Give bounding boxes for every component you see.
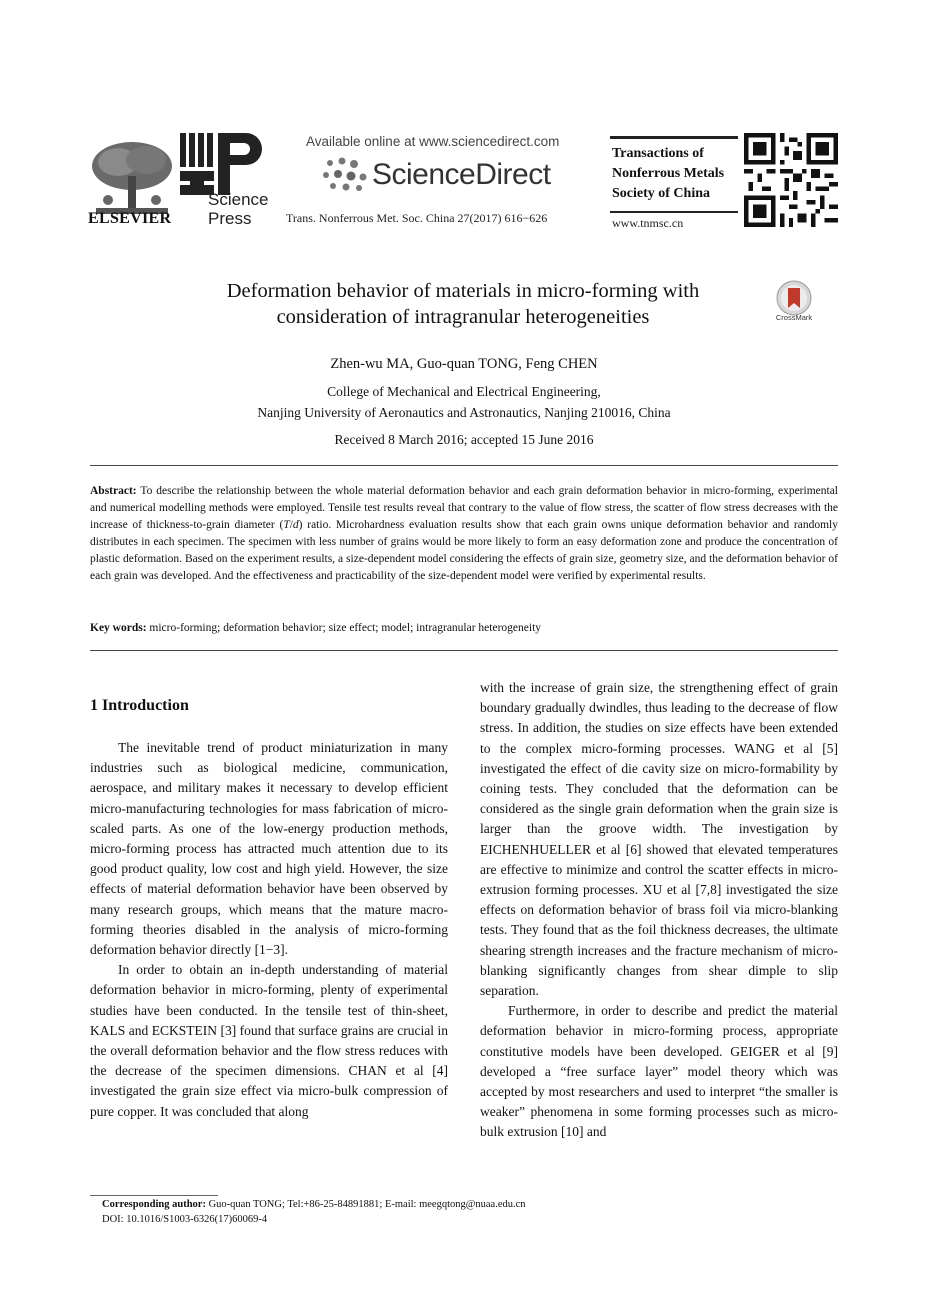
tnmsc-title-line1: Transactions of bbox=[612, 146, 704, 161]
sciencedirect-dots-icon bbox=[320, 155, 370, 193]
paragraph: Furthermore, in order to describe and predict the material deformation behavior in micro-forming process, appropriate constitutive models have been developed. GEIGER et al [9] developed a “free surface layer” model theory which was accepted by most researchers and used to interpret “the smaller is weaker” phenomena in some forming processes such as micro-bulk extrusion [10] and bbox=[480, 1003, 838, 1140]
tnmsc-title-line2: Nonferrous Metals bbox=[612, 166, 725, 181]
sciencedirect-wordmark: ScienceDirect bbox=[372, 158, 551, 191]
paragraph: In order to obtain an in-depth understanding of material deformation behavior in micro-forming, plenty of experimental studies have been conducted. In the tensile test of thin-sheet, KALS and ECKSTEIN [3] found that surface grains are crucial in the overall deformation behavior and the flow stress reduces with the decrease of the specimen dimensions. CHAN et al [4] investigated the grain size effect via micro-bulk compression of pure copper. It was concluded that along bbox=[90, 962, 448, 1119]
author-list: Zhen-wu MA, Guo-quan TONG, Feng CHEN bbox=[330, 356, 598, 372]
abstract-bottom-rule bbox=[90, 650, 838, 651]
available-online-text: Available online at www.sciencedirect.com bbox=[306, 134, 560, 149]
paragraph: The inevitable trend of product miniaturization in many industries such as biological medicine, communication, aerospace, and military makes it necessary to develop efficient micro-manufacturing technologies for mass fabrication of micro-scaled parts. As one of the low-energy production methods, micro-forming process has attracted much attention due to its good product quality, low cost and high yield. However, the size effects of material deformation behavior have been observed by many research groups, which means that the mature macro-forming theories disabled in the analysis of micro-forming deformation behavior directly [1−3]. bbox=[90, 740, 448, 958]
article-title-line2: consideration of intragranular heterogeneities bbox=[276, 306, 650, 328]
crossmark-label: CrossMark bbox=[775, 313, 813, 322]
affiliation-line2: Nanjing University of Aeronautics and Astronautics, Nanjing 210016, China bbox=[257, 405, 671, 420]
received-dates: Received 8 March 2016; accepted 15 June 2016 bbox=[334, 432, 594, 447]
right-column bbox=[480, 678, 838, 1143]
science-press-logo bbox=[180, 133, 262, 195]
crossmark-icon[interactable] bbox=[776, 280, 812, 316]
tnmsc-top-rule bbox=[610, 136, 738, 139]
section-heading-introduction: 1 Introduction bbox=[90, 697, 189, 714]
tnmsc-title-line3: Society of China bbox=[612, 186, 710, 201]
tnmsc-url: www.tnmsc.cn bbox=[612, 216, 684, 230]
tnmsc-bottom-rule bbox=[610, 211, 738, 213]
science-press-line2: Press bbox=[208, 209, 252, 228]
elsevier-wordmark: ELSEVIER bbox=[88, 210, 172, 227]
keywords-label: Key words: bbox=[90, 622, 147, 634]
article-title-line1: Deformation behavior of materials in micro-forming with bbox=[226, 280, 700, 302]
ratio-d: d bbox=[292, 518, 299, 531]
corresponding-author-footnote bbox=[102, 1199, 526, 1210]
ratio-t: T bbox=[283, 518, 290, 531]
footnote-rule bbox=[90, 1195, 218, 1196]
abstract bbox=[90, 483, 838, 584]
science-press-line1: Science bbox=[208, 190, 269, 209]
paragraph: with the increase of grain size, the strengthening effect of grain boundary gradually dwindles, thus leading to the decrease of flow stress. In addition, the studies on size effects have been extended to the complex micro-forming processes. WANG et al [5] investigated the effect of die cavity size on micro-formability by coining tests. They concluded that the deformation can be considered as the single grain deformation when the grain size is larger than the groove width. The investigation by EICHENHUELLER et al [6] showed that elevated temperatures are effective to minimize and control the scatter effects in micro-extrusion forming processes. XU et al [7,8] investigated the size effects on deformation behavior of brass foil via micro-blanking tests. They found that as the foil thickness decreases, the ultimate shearing strength increases and the fracture mechanism of micro-blanking significantly changes from shear dimple to slip separation. bbox=[480, 680, 838, 999]
keywords bbox=[90, 620, 838, 637]
left-column bbox=[90, 738, 448, 1122]
corresponding-author-label: Corresponding author: bbox=[102, 1199, 206, 1210]
article-title bbox=[150, 278, 776, 330]
abstract-text-part1: To describe the relationship between the whole material deformation behavior and each grain deformation behavior in micro-forming, experimental and numerical modelling methods were employed. Tensile test results reveal that contrary to the value of flow stress, the scatter of flow stress decreases with the increase of thickness-to-grain diameter ( bbox=[90, 485, 838, 531]
doi[interactable]: DOI: 10.1016/S1003-6326(17)60069-4 bbox=[102, 1214, 268, 1225]
keywords-text: micro-forming; deformation behavior; size effect; model; intragranular heterogeneity bbox=[146, 622, 542, 634]
journal-reference: Trans. Nonferrous Met. Soc. China 27(2017) 616−626 bbox=[286, 211, 548, 225]
abstract-label: Abstract: bbox=[90, 485, 137, 497]
affiliation-line1: College of Mechanical and Electrical Engineering, bbox=[327, 384, 601, 399]
ratio-slash: / bbox=[289, 518, 293, 531]
abstract-top-rule bbox=[90, 465, 838, 466]
qr-code-icon bbox=[744, 133, 838, 227]
abstract-text-part2: ) ratio. Microhardness evaluation results show that each grain owns unique deformation behavior and randomly distributes in each specimen. The specimen with less number of grains would be more likely to form an easy deformation zone and produce the concentration of plastic deformation. Based on the experiment results, a size-dependent model considering the effects of grain size, geometry size, and the deformation behavior of each grain was developed. And the effectiveness and practicability of the size-dependent model were verified by experimental results. bbox=[90, 518, 838, 582]
corresponding-author-text: Guo-quan TONG; Tel:+86-25-84891881; E-mail: meegqtong@nuaa.edu.cn bbox=[205, 1199, 526, 1210]
